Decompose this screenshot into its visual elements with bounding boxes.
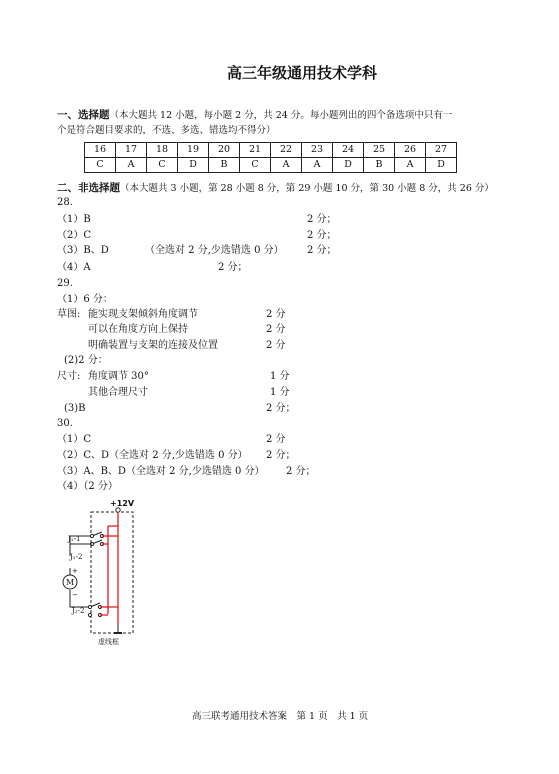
section2-heading: 二、非选择题 [57, 182, 120, 194]
q30-number: 30. [57, 418, 73, 429]
question-number: 23 [302, 143, 333, 158]
q28-row-2-label: （2）C [57, 230, 92, 241]
q29-sketch-label: 草图: [57, 309, 81, 320]
q30-row-1-label: （1）C [57, 434, 92, 445]
question-number: 20 [209, 143, 240, 158]
question-number: 27 [426, 143, 457, 158]
page-title: 高三年级通用技术学科 [227, 64, 378, 82]
section1-heading: 一、选择题 [57, 109, 110, 121]
answer-cell: A [116, 158, 147, 173]
q29-part1: （1）6 分： [57, 294, 113, 305]
motor-minus-label: − [72, 591, 78, 599]
q28-row-4-label: （4）A [57, 262, 91, 273]
dashed-box-caption: 虚线框 [98, 638, 119, 646]
motor-label: M [66, 578, 75, 587]
q29-sketch-score-2: 2 分 [266, 324, 286, 335]
q28-row-3-score: 2 分； [307, 245, 337, 256]
question-number: 17 [116, 143, 147, 158]
q30-row-3-label: （3）A、B、D（全选对 2 分,少选错选 0 分） [57, 466, 265, 477]
q29-sketch-score-1: 2 分 [266, 309, 286, 320]
answer-cell: D [178, 158, 209, 173]
q29-dim-score-2: 1 分 [270, 387, 290, 398]
answer-cell: A [302, 158, 333, 173]
q30-row-1-score: 2 分 [266, 434, 286, 445]
q30-row-2-score: 2 分； [266, 450, 296, 461]
motor-plus-label: + [72, 567, 78, 575]
question-number: 25 [364, 143, 395, 158]
circuit-diagram [50, 496, 150, 648]
q28-row-1-score: 2 分； [307, 214, 337, 225]
question-number: 19 [178, 143, 209, 158]
q28-row-1-label: （1）B [57, 214, 91, 225]
question-number: 18 [147, 143, 178, 158]
question-number: 26 [395, 143, 426, 158]
q29-dim-score-1: 1 分 [270, 371, 290, 382]
q30-row-3-score: 2 分； [286, 466, 316, 477]
q29-sketch-item-1: 能实现支架倾斜角度调节 [88, 309, 198, 320]
q29-part3-label: (3)B [64, 403, 86, 414]
q29-dim-item-1: 角度调节 30° [88, 371, 149, 382]
q29-sketch-score-3: 2 分 [266, 340, 286, 351]
q29-dim-item-2: 其他合理尺寸 [88, 387, 148, 398]
supply-label: +12V [110, 499, 135, 508]
answer-cell: B [209, 158, 240, 173]
answer-table [84, 142, 457, 173]
question-number: 22 [271, 143, 302, 158]
answer-cell: B [364, 158, 395, 173]
q29-dim-label: 尺寸: [57, 371, 81, 382]
section2-header [57, 183, 494, 194]
q30-row-2-label: （2）C、D（全选对 2 分,少选错选 0 分） [57, 450, 248, 461]
q29-part2: (2)2 分： [64, 355, 108, 366]
answer-cell: C [85, 158, 116, 173]
section1-note-line2: 个是符合题目要求的，不选、多选、错选均不得分） [57, 125, 276, 136]
answer-table-number-row [85, 143, 457, 158]
q29-part3-score: 2 分； [266, 403, 296, 414]
q28-row-3-label: （3）B、D [57, 245, 109, 256]
section2-note: （本大题共 3 小题，第 28 小题 8 分，第 29 小题 10 分，第 30 小题 8 分，共 26 分） [120, 183, 494, 194]
answer-cell: A [395, 158, 426, 173]
section1-header [57, 110, 452, 121]
question-number: 21 [240, 143, 271, 158]
relay-j1-2-label: J₁-2 [70, 553, 83, 561]
question-number: 24 [333, 143, 364, 158]
answer-cell: C [240, 158, 271, 173]
q28-row-2-score: 2 分； [307, 230, 337, 241]
question-number: 16 [85, 143, 116, 158]
q29-sketch-item-3: 明确装置与支架的连接及位置 [88, 340, 218, 351]
q29-number: 29. [57, 278, 73, 289]
q29-sketch-item-2: 可以在角度方向上保持 [88, 324, 188, 335]
answer-table-answer-row [85, 158, 457, 173]
relay-j1-1-label: J₁-1 [68, 535, 81, 543]
supply-terminal-icon [116, 508, 120, 512]
relay-j2-2-label: J₂-2 [72, 607, 85, 615]
answer-cell: D [426, 158, 457, 173]
q30-part4: （4）（2 分） [57, 481, 118, 492]
dashed-frame [91, 512, 133, 633]
q28-row-4-score: 2 分； [218, 262, 248, 273]
page-footer: 高三联考通用技术答案 第 1 页 共 1 页 [192, 711, 369, 722]
answer-cell: D [333, 158, 364, 173]
red-wiring [100, 512, 118, 624]
answer-cell: A [271, 158, 302, 173]
answer-cell: C [147, 158, 178, 173]
q28-number: 28. [57, 197, 73, 208]
q28-row-3-note: （全选对 2 分,少选错选 0 分） [145, 245, 284, 256]
section1-note-line1: （本大题共 12 小题，每小题 2 分，共 24 分。每小题列出的四个备选项中只有一 [109, 110, 453, 121]
